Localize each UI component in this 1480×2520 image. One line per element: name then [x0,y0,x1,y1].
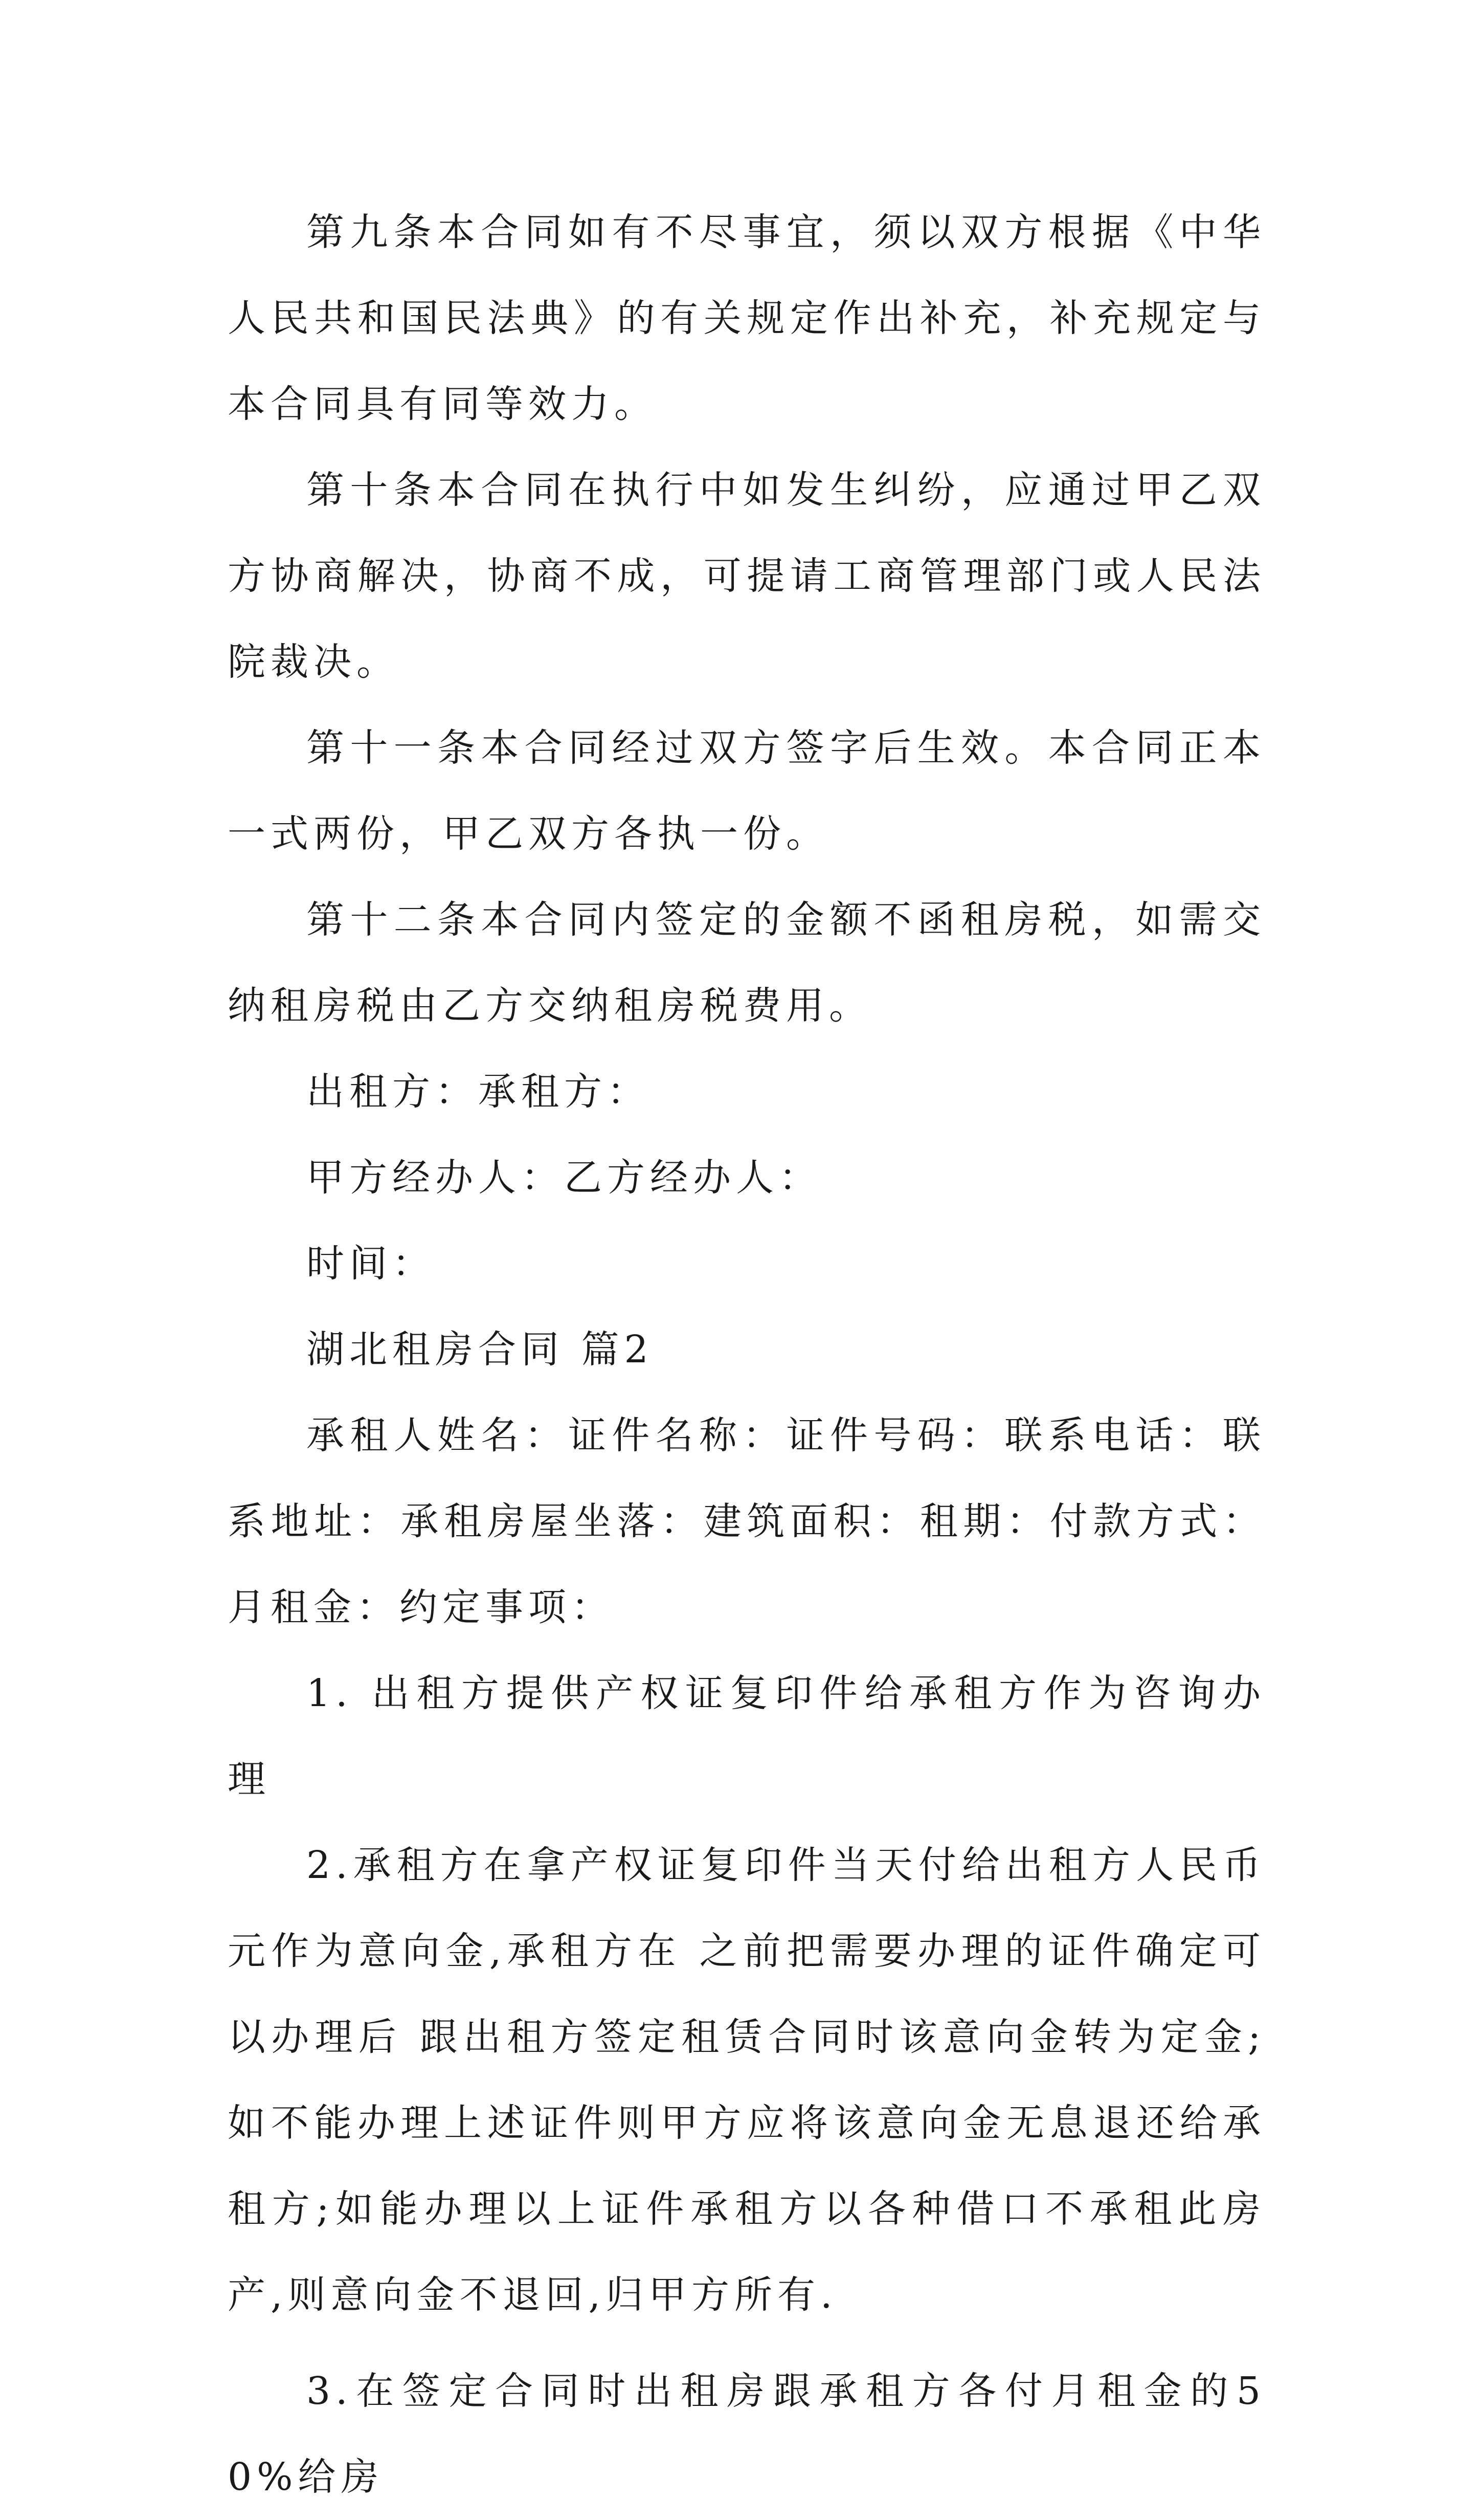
lessor-lessee-line: 出租方：承租方： [306,1070,650,1114]
tenant-info-paragraph: 承租人姓名：证件名称：证件号码：联系电话：联系地址：承租房屋坐落：建筑面积：租期：付款方式：月租金：约定事项： [228,1413,1266,1629]
date-line: 时间： [306,1242,435,1286]
document-body [228,189,1266,2520]
article-10-paragraph: 第十条本合同在执行中如发生纠纷，应通过甲乙双方协商解决，协商不成，可提请工商管理部门或人民法院裁决。 [228,468,1266,684]
section-heading: 湖北租房合同 篇2 [306,1328,654,1372]
item-1-paragraph: 1. 出租方提供产权证复印件给承租方作为咨询办理 [228,1671,1266,1801]
article-9-paragraph: 第九条本合同如有不尽事宜，须以双方根据《中华人民共和国民法典》的有关规定作出补充，补充规定与本合同具有同等效力。 [228,210,1266,426]
article-12-paragraph: 第十二条本合同内签定的金额不函租房税，如需交纳租房税由乙方交纳租房税费用。 [228,898,1266,1028]
item-3-paragraph: 3.在签定合同时出租房跟承租方各付月租金的50%给房 [228,2369,1266,2499]
item-2-paragraph: 2.承租方在拿产权证复印件当天付给出租方人民币元作为意向金,承租方在 之前把需要办理的证件确定可以办理后 跟出租方签定租赁合同时该意向金转为定金;如不能办理上述证件则甲方应将该意向金无息退还给承租方;如能办理以上证件承租方以各种借口不承租此房产,则意向金不退回,归甲方所有. [228,1843,1266,2317]
agents-line: 甲方经办人：乙方经办人： [306,1156,822,1200]
article-11-paragraph: 第十一条本合同经过双方签字后生效。本合同正本一式两份，甲乙双方各执一份。 [228,726,1266,856]
